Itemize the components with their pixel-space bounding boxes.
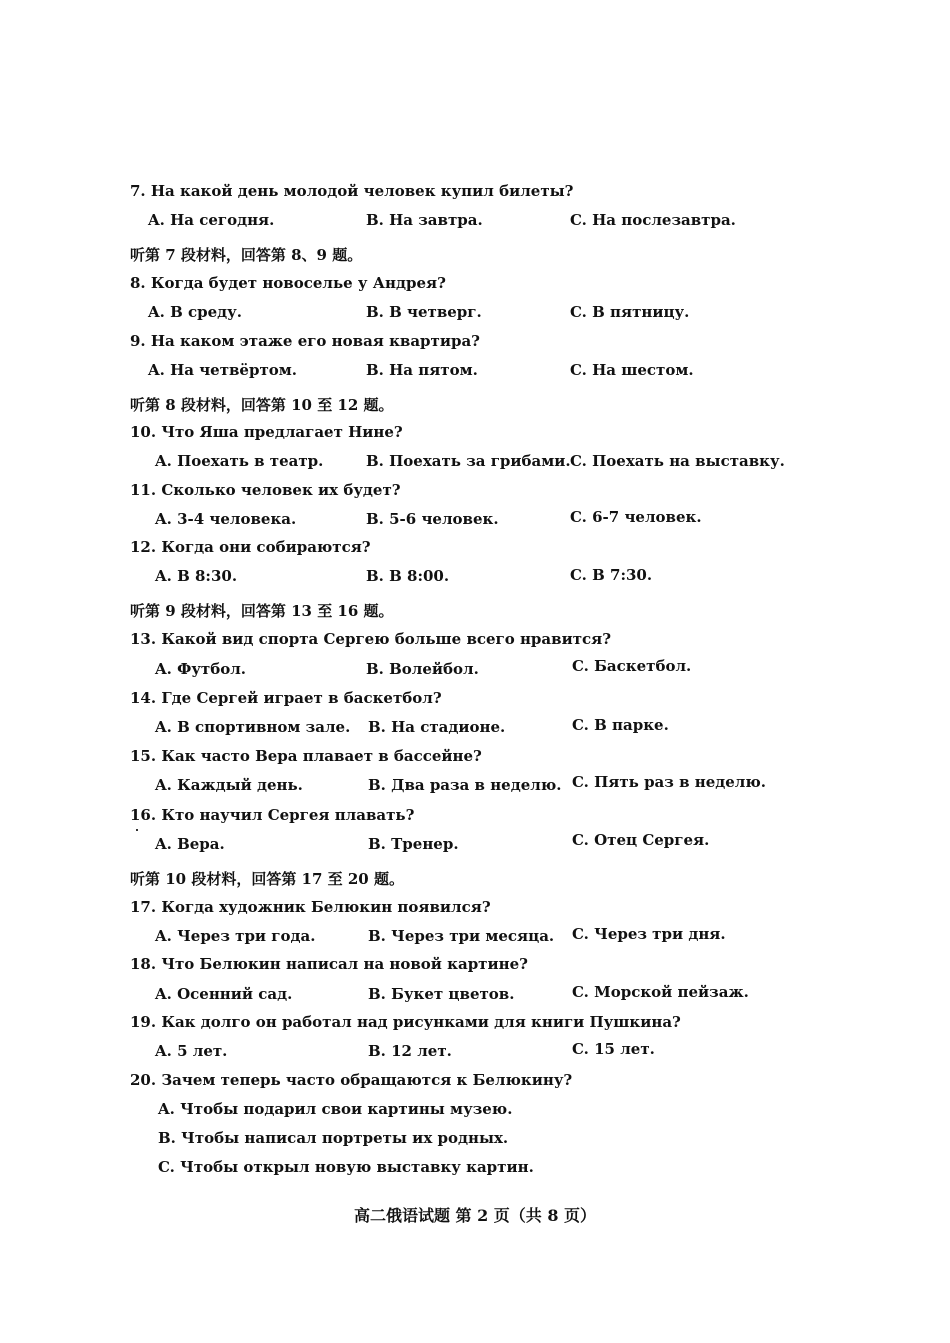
option-12a: A. В 8:30. — [155, 567, 238, 585]
option-7b: B. На завтра. — [366, 211, 483, 229]
option-13a: A. Футбол. — [155, 660, 247, 678]
question-19: 19. Как долго он работал над рисунками для книги Пушкина? — [130, 1013, 681, 1031]
question-16: 16. Кто научил Сергея плавать? — [130, 806, 415, 824]
option-7c: C. На послезавтра. — [570, 211, 736, 229]
question-15: 15. Как часто Вера плавает в бассейне? — [130, 747, 482, 765]
question-10: 10. Что Яша предлагает Нине? — [130, 423, 403, 441]
option-10b: B. Поехать за грибами. — [366, 452, 571, 470]
option-20c: C. Чтобы открыл новую выставку картин. — [158, 1158, 534, 1176]
option-13b: B. Волейбол. — [366, 660, 479, 678]
option-8a: A. В среду. — [148, 303, 242, 321]
question-13: 13. Какой вид спорта Сергею больше всего нравится? — [130, 630, 611, 648]
option-16a: A. Вера. — [155, 835, 225, 853]
question-9: 9. На каком этаже его новая квартира? — [130, 332, 480, 350]
question-7: 7. На какой день молодой человек купил билеты? — [130, 182, 574, 200]
option-11b: B. 5-6 человек. — [366, 510, 499, 528]
option-20a: A. Чтобы подарил свои картины музею. — [158, 1100, 513, 1118]
option-18a: A. Осенний сад. — [155, 985, 293, 1003]
option-9c: C. На шестом. — [570, 361, 694, 379]
option-16c: C. Отец Сергея. — [572, 831, 710, 849]
section-heading-7: 听第 7 段材料，回答第 8、9 题。 — [130, 246, 363, 264]
option-14c: C. В парке. — [572, 716, 669, 734]
option-15b: B. Два раза в неделю. — [368, 776, 562, 794]
question-14: 14. Где Сергей играет в баскетбол? — [130, 689, 442, 707]
option-11c: C. 6-7 человек. — [570, 508, 702, 526]
option-19c: C. 15 лет. — [572, 1040, 655, 1058]
question-11: 11. Сколько человек их будет? — [130, 481, 401, 499]
option-16b: B. Тренер. — [368, 835, 459, 853]
option-20b: B. Чтобы написал портреты их родных. — [158, 1129, 509, 1147]
option-15a: A. Каждый день. — [155, 776, 303, 794]
option-8b: B. В четверг. — [366, 303, 482, 321]
section-heading-9: 听第 9 段材料，回答第 13 至 16 题。 — [130, 602, 394, 620]
option-17a: A. Через три года. — [155, 927, 316, 945]
section-heading-10: 听第 10 段材料，回答第 17 至 20 题。 — [130, 870, 404, 888]
option-9b: B. На пятом. — [366, 361, 478, 379]
option-12c: C. В 7:30. — [570, 566, 653, 584]
option-18c: C. Морской пейзаж. — [572, 983, 749, 1001]
scan-speck — [136, 829, 138, 831]
option-19a: A. 5 лет. — [155, 1042, 228, 1060]
option-13c: C. Баскетбол. — [572, 657, 692, 675]
question-18: 18. Что Белюкин написал на новой картине? — [130, 955, 528, 973]
option-8c: C. В пятницу. — [570, 303, 690, 321]
option-10c: C. Поехать на выставку. — [570, 452, 785, 470]
section-heading-8: 听第 8 段材料，回答第 10 至 12 题。 — [130, 396, 394, 414]
option-7a: A. На сегодня. — [148, 211, 275, 229]
page-footer: 高二俄语试题 第 2 页（共 8 页） — [353, 1206, 597, 1225]
question-17: 17. Когда художник Белюкин появился? — [130, 898, 491, 916]
option-12b: B. В 8:00. — [366, 567, 450, 585]
option-15c: C. Пять раз в неделю. — [572, 773, 766, 791]
option-11a: A. 3-4 человека. — [155, 510, 297, 528]
question-12: 12. Когда они собираются? — [130, 538, 371, 556]
question-8: 8. Когда будет новоселье у Андрея? — [130, 274, 446, 292]
option-17b: B. Через три месяца. — [368, 927, 555, 945]
question-20: 20. Зачем теперь часто обращаются к Белюкину? — [130, 1071, 573, 1089]
option-14b: B. На стадионе. — [368, 718, 506, 736]
option-19b: B. 12 лет. — [368, 1042, 452, 1060]
option-18b: B. Букет цветов. — [368, 985, 515, 1003]
option-14a: A. В спортивном зале. — [155, 718, 351, 736]
option-9a: A. На четвёртом. — [148, 361, 298, 379]
option-17c: C. Через три дня. — [572, 925, 726, 943]
option-10a: A. Поехать в театр. — [155, 452, 324, 470]
